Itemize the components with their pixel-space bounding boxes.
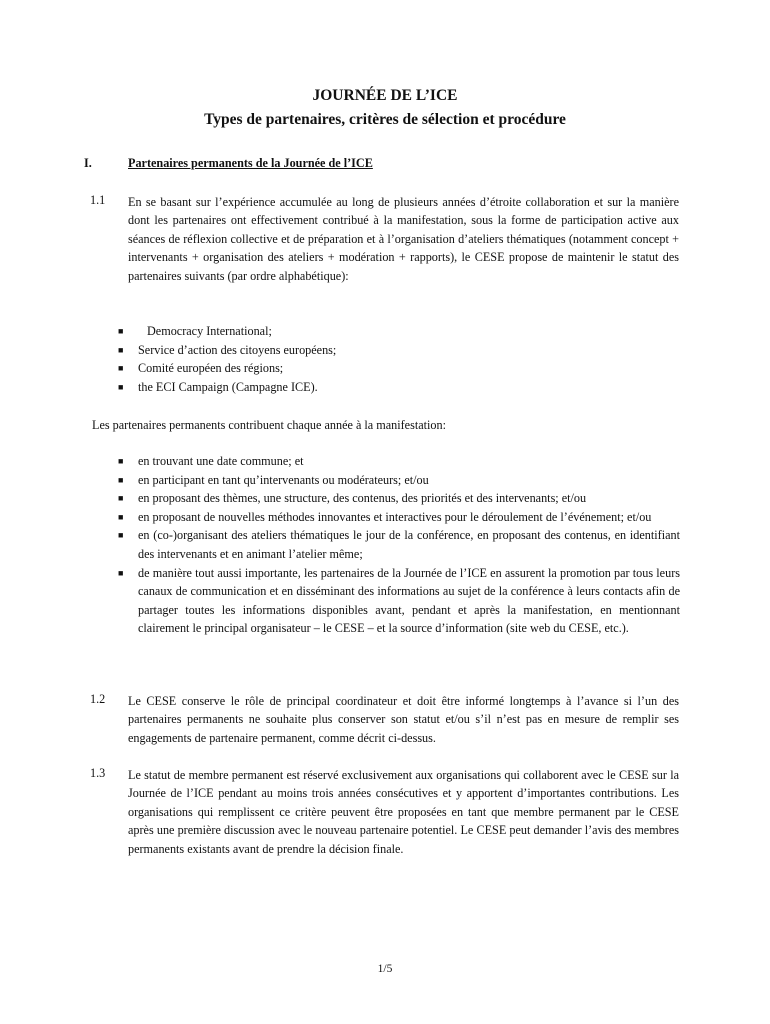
document-subtitle: Types de partenaires, critères de sélection et procédure	[204, 111, 566, 128]
list-item: ■ the ECI Campaign (Campagne ICE).	[118, 378, 680, 397]
list-item: ■ en proposant des thèmes, une structure, des contenus, des priorités et des intervenants; et/ou	[118, 489, 680, 508]
list-item: ■ Democracy International;	[118, 322, 680, 341]
document-title: JOURNÉE DE L’ICE	[312, 87, 458, 104]
list-item: ■ Comité européen des régions;	[118, 359, 680, 378]
bullet-icon: ■	[118, 381, 124, 392]
bullet-icon: ■	[118, 493, 124, 504]
section-number: I.	[84, 156, 92, 170]
paragraph-1-1: En se basant sur l’expérience accumulée au long de plusieurs années d’étroite collaboration et sur la manière dont les partenaires ont effectivement contribué à la manifestation, sous la forme de participation active aux séances de réflexion collective et de préparation et à l’organisation d’ateliers thématiques (notamment concept + intervenants + organisation des ateliers + modération + rapports), le CESE propose de maintenir le statut des partenaires suivants (par ordre alphabétique):	[128, 195, 679, 283]
contributions-list	[118, 452, 680, 638]
list-item: ■ en participant en tant qu’intervenants ou modérateurs; et/ou	[118, 471, 680, 490]
contributions-intro: Les partenaires permanents contribuent chaque année à la manifestation:	[92, 418, 446, 432]
bullet-icon: ■	[118, 326, 124, 336]
partners-list	[118, 322, 680, 396]
bullet-icon: ■	[118, 363, 124, 374]
list-item: ■ Service d’action des citoyens européens;	[118, 341, 680, 360]
list-item: ■ en trouvant une date commune; et	[118, 452, 680, 471]
bullet-icon: ■	[118, 456, 124, 466]
section-title: Partenaires permanents de la Journée de l’ICE	[128, 156, 373, 170]
paragraph-number-1-3: 1.3	[90, 766, 106, 780]
list-item: ■ de manière tout aussi importante, les partenaires de la Journée de l’ICE en assurent la promotion par tous leurs canaux de communication et en disséminant des informations au sujet de la conférence à leurs contacts afin de partager toutes les informations disponibles avant, pendant et après la manifestation, en mentionnant clairement le principal organisateur – le CESE – et la source d’information (site web du CESE, etc.).	[118, 565, 680, 636]
list-item: ■ en (co-)organisant des ateliers thématiques le jour de la conférence, en proposant des contenus, en identifiant des intervenants et en animant l’atelier même;	[118, 528, 680, 561]
bullet-icon: ■	[118, 511, 124, 522]
paragraph-1-3: Le statut de membre permanent est réservé exclusivement aux organisations qui collaborent avec le CESE sur la Journée de l’ICE pendant au moins trois années consécutives et y apportent d’importantes contributions. Les organisations qui remplissent ce critère peuvent être proposées en tant que membre permanent par le CESE après une première discussion avec le nouveau partenaire potentiel. Le CESE peut demander l’avis des membres permanents existants avant de prendre la décision finale.	[128, 768, 679, 856]
page-number: 1/5	[377, 963, 393, 975]
paragraph-number-1-1: 1.1	[90, 193, 106, 207]
bullet-icon: ■	[118, 344, 124, 355]
paragraph-1-2: Le CESE conserve le rôle de principal coordinateur et doit être informé longtemps à l’avance si l’un des partenaires permanents ne souhaite plus conserver son statut et/ou s’il n’est pas en mesure de remplir ses engagements de partenaire permanent, comme décrit ci-dessus.	[128, 694, 679, 745]
bullet-icon: ■	[118, 530, 124, 541]
list-item: ■ en proposant de nouvelles méthodes innovantes et interactives pour le déroulement de l’événement; et/ou	[118, 508, 680, 527]
bullet-icon: ■	[118, 567, 124, 578]
paragraph-number-1-2: 1.2	[90, 692, 106, 706]
bullet-icon: ■	[118, 474, 124, 485]
